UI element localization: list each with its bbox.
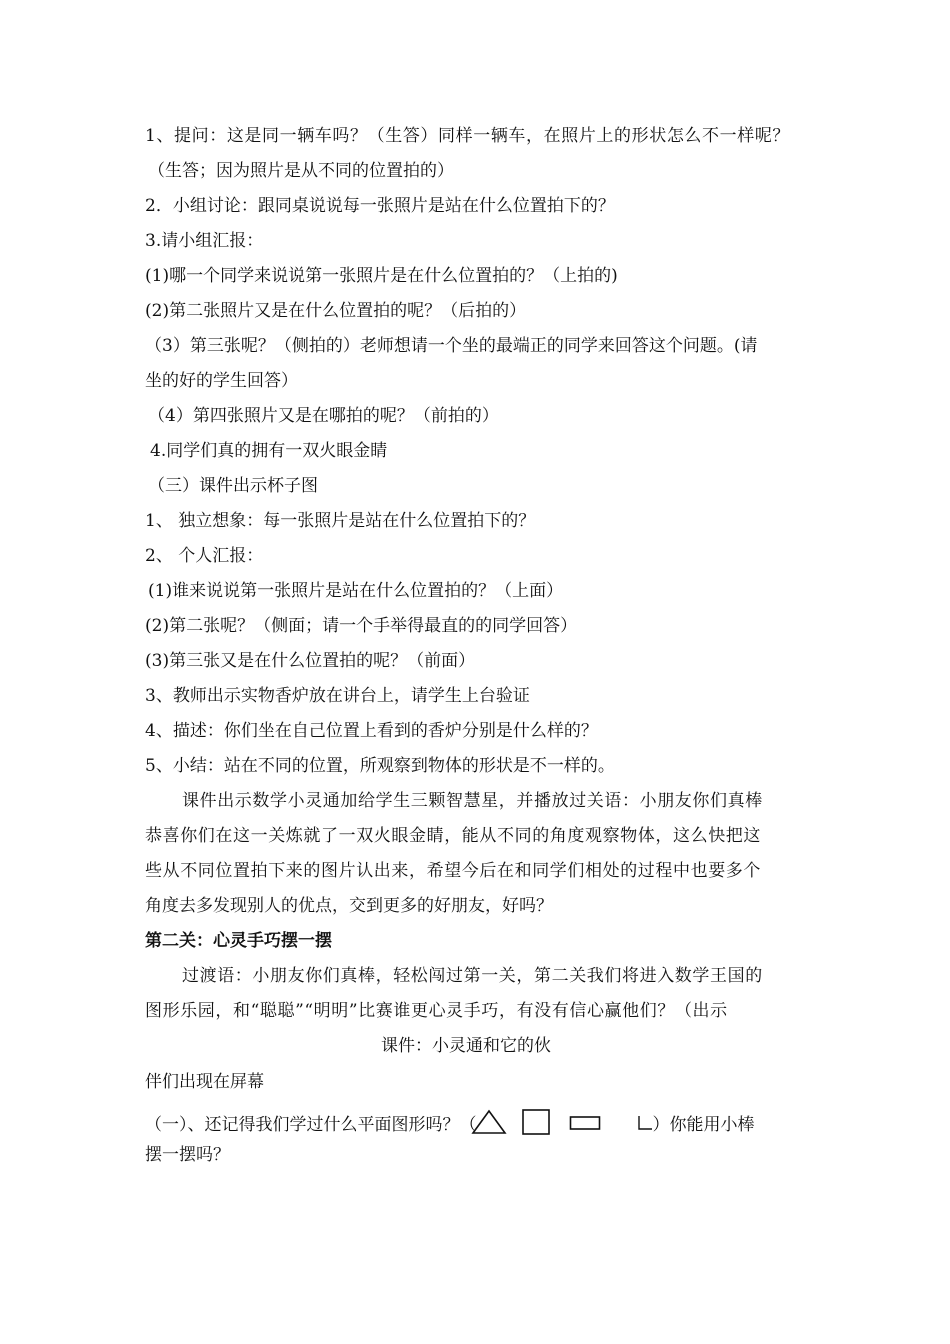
text-line: 伴们出现在屏幕: [145, 1072, 264, 1092]
text-line: 1、提问：这是同一辆车吗？（生答）同样一辆车，在照片上的形状怎么不一样呢？: [145, 126, 791, 146]
triangle-icon: [471, 1109, 507, 1142]
text-line: 些从不同位置拍下来的图片认出来，希望今后在和同学们相处的过程中也要多个: [145, 861, 761, 881]
text-line: 5、小结：站在不同的位置，所观察到物体的形状是不一样的。: [145, 756, 615, 776]
text-line: 恭喜你们在这一关炼就了一双火眼金睛，能从不同的角度观察物体，这么快把这: [145, 826, 761, 846]
text-line: （4）第四张照片又是在哪拍的呢？（前拍的）: [148, 406, 499, 426]
text-line: 3、教师出示实物香炉放在讲台上，请学生上台验证: [145, 686, 530, 706]
text-line: （3）第三张呢？（侧拍的）老师想请一个坐的最端正的同学来回答这个问题。(请: [145, 336, 758, 356]
angle-icon: [637, 1114, 653, 1138]
text-line: 课件出示数学小灵通加给学生三颗智慧星，并播放过关语：小朋友你们真棒: [182, 791, 763, 811]
text-line: 坐的好的学生回答）: [145, 371, 298, 391]
text-span: ）你能用小棒: [652, 1115, 755, 1135]
text-line: （三）课件出示杯子图: [148, 476, 318, 496]
section-heading: 第二关：心灵手巧摆一摆: [145, 931, 332, 951]
text-line-with-shapes: [145, 1108, 755, 1143]
text-line: 3.请小组汇报：: [145, 231, 264, 251]
text-line: 4、描述：你们坐在自己位置上看到的香炉分别是什么样的？: [145, 721, 598, 741]
text-line: (2)第二张呢？（侧面；请一个手举得最直的的同学回答）: [145, 616, 578, 636]
text-line: 过渡语：小朋友你们真棒，轻松闯过第一关，第二关我们将进入数学王国的: [182, 966, 763, 986]
text-line: 角度去多发现别人的优点，交到更多的好朋友，好吗？: [145, 896, 553, 916]
text-line: 摆一摆吗？: [145, 1145, 230, 1165]
text-line: (3)第三张又是在什么位置拍的呢？（前面）: [145, 651, 476, 671]
square-icon: [521, 1108, 551, 1143]
text-line: (2)第二张照片又是在什么位置拍的呢？（后拍的）: [145, 301, 527, 321]
text-span: （一）、还记得我们学过什么平面图形吗？（: [145, 1115, 477, 1135]
text-line: 1、 独立想象：每一张照片是站在什么位置拍下的？: [145, 511, 536, 531]
text-line: 4.同学们真的拥有一双火眼金睛: [150, 441, 388, 461]
text-line: （生答；因为照片是从不同的位置拍的）: [148, 161, 454, 181]
rectangle-icon: [569, 1114, 601, 1138]
text-line: 图形乐园，和“聪聪”“明明”比赛谁更心灵手巧，有没有信心赢他们？（出示: [145, 1001, 728, 1021]
text-line: 2、 个人汇报：: [145, 546, 264, 566]
text-line: 2．小组讨论：跟同桌说说每一张照片是站在什么位置拍下的？: [145, 196, 615, 216]
text-line: 课件：小灵通和它的伙: [381, 1036, 551, 1056]
text-line: (1)谁来说说第一张照片是站在什么位置拍的？（上面）: [148, 581, 564, 601]
text-line: (1)哪一个同学来说说第一张照片是在什么位置拍的？（上拍的): [145, 266, 618, 286]
